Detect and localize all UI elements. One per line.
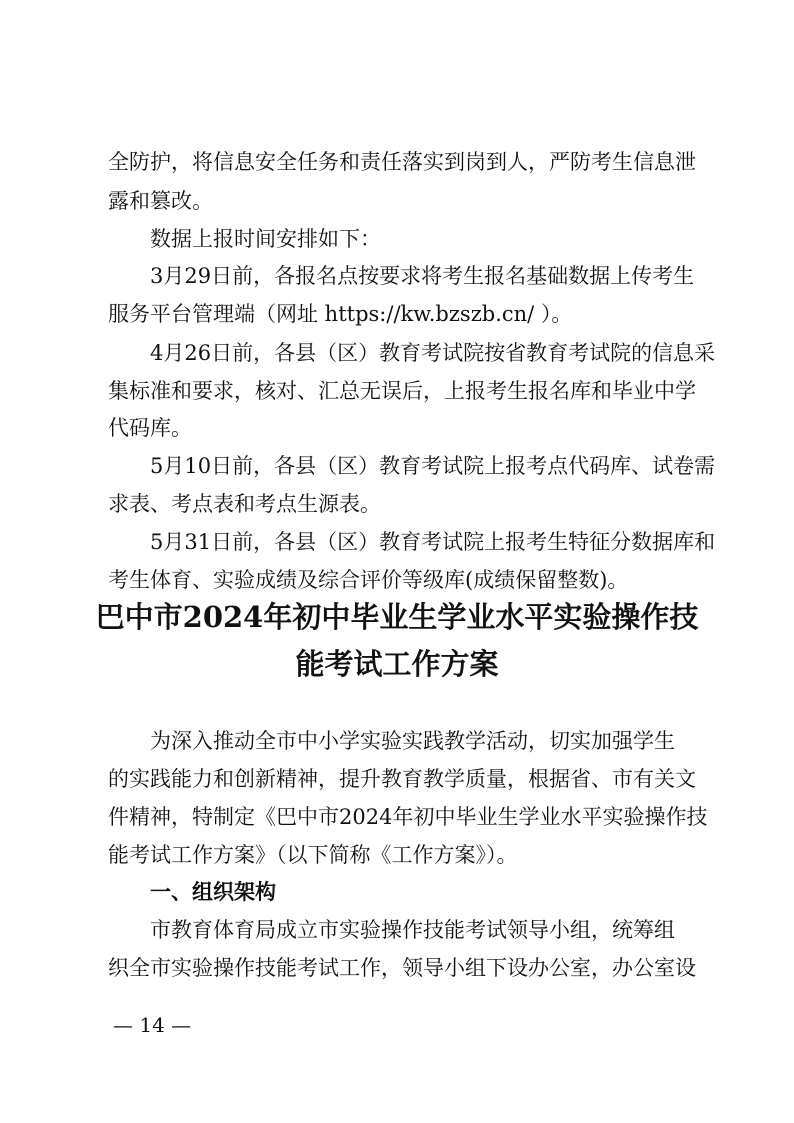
text-line: 集标准和要求，核对、汇总无误后，上报考生报名库和毕业中学	[108, 379, 696, 403]
body-line: 为深入推动全市中小学实验实践教学活动，切实加强学生	[150, 729, 675, 753]
text-line: 5月10日前，各县（区）教育考试院上报考点代码库、试卷需	[150, 454, 716, 478]
body-line: 件精神，特制定《巴中市2024年初中毕业生学业水平实验操作技	[108, 805, 708, 829]
text-line: 代码库。	[108, 416, 192, 440]
body-line: 的实践能力和创新精神，提升教育教学质量，根据省、市有关文	[108, 767, 696, 791]
text-line: 服务平台管理端（网址 https://kw.bzszb.cn/ ）。	[108, 302, 573, 326]
text-line: 全防护，将信息安全任务和责任落实到岗到人，严防考生信息泄	[108, 150, 696, 174]
document-title-line: 巴中市2024年初中毕业生学业水平实验操作技	[95, 600, 699, 634]
document-title-line: 能考试工作方案	[295, 647, 499, 681]
text-line: 4月26日前，各县（区）教育考试院按省教育考试院的信息采	[150, 341, 716, 365]
text-line: 3月29日前，各报名点按要求将考生报名基础数据上传考生	[150, 264, 695, 288]
page-number: — 14 —	[113, 1013, 192, 1037]
body-line: 能考试工作方案》（以下简称《工作方案》）。	[108, 843, 518, 867]
section-heading: 一、组织架构	[150, 879, 276, 904]
section-line: 市教育体育局成立市实验操作技能考试领导小组，统筹组	[150, 918, 675, 942]
text-line: 求表、考点表和考点生源表。	[108, 492, 381, 516]
text-line: 露和篡改。	[108, 189, 213, 213]
text-line: 数据上报时间安排如下：	[150, 227, 381, 251]
text-line: 5月31日前，各县（区）教育考试院上报考生特征分数据库和	[150, 530, 716, 554]
section-line: 织全市实验操作技能考试工作，领导小组下设办公室，办公室设	[108, 956, 696, 980]
text-line: 考生体育、实验成绩及综合评价等级库(成绩保留整数)。	[108, 568, 629, 592]
